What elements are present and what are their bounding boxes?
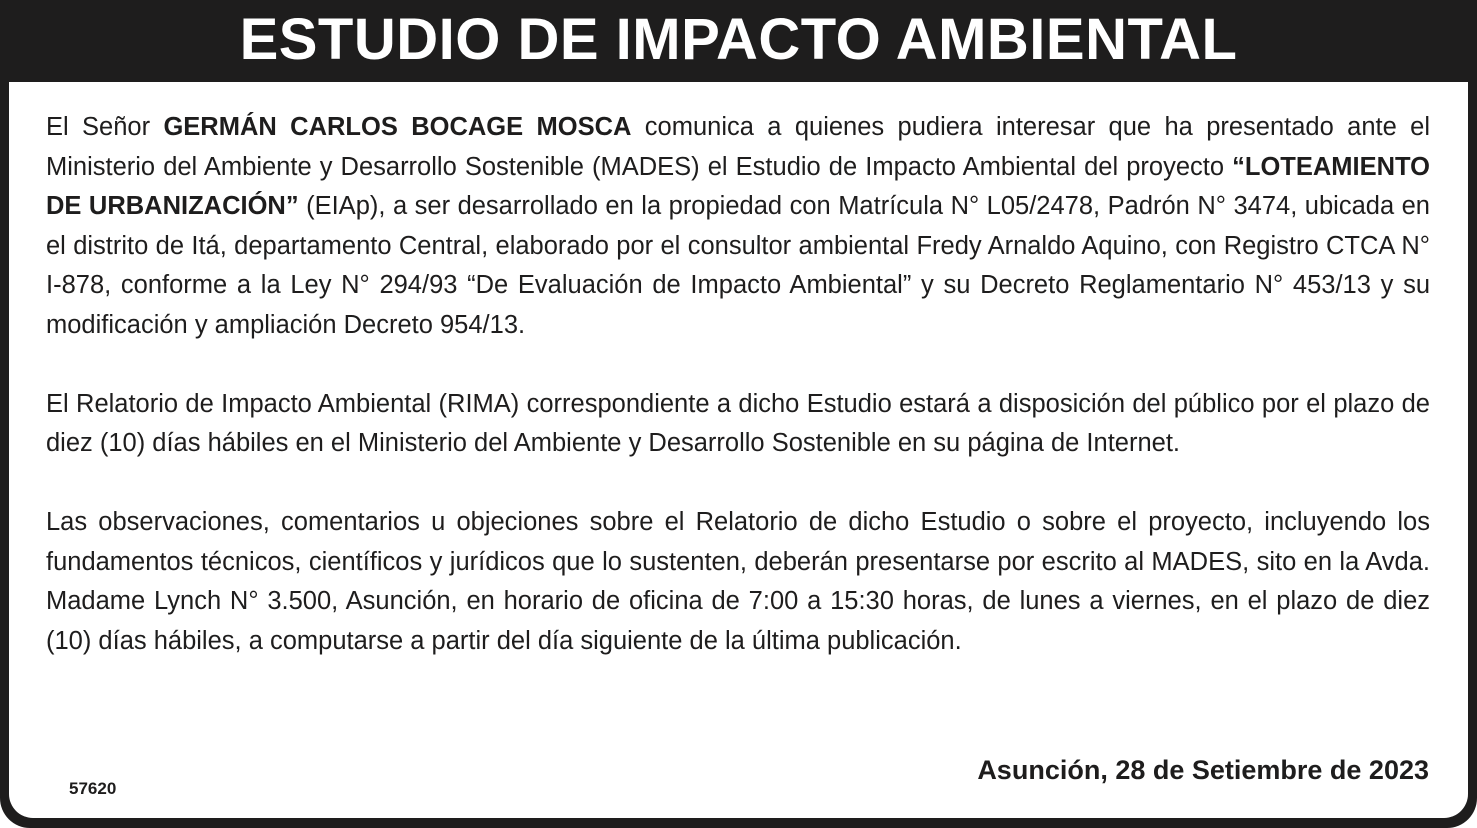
paragraph-rima: El Relatorio de Impacto Ambiental (RIMA) correspondiente a dicho Estudio estará a disposición del público por el plazo de diez (10) días hábiles en el Ministerio del Ambiente y Desarrollo Sostenible en su página de Internet.	[46, 389, 1430, 457]
project-name: “LOTEAMIENTO DE URBANIZACIÓN”	[46, 152, 1430, 220]
paragraph-observations: Las observaciones, comentarios u objeciones sobre el Relatorio de dicho Estudio o sobre el proyecto, incluyendo los fundamentos técnicos, científicos y jurídicos que lo sustenten, deberán presentarse por escrito al MADES, sito en la Avda. Madame Lynch N° 3.500, Asunción, en horario de oficina de 7:00 a 15:30 horas, de lunes a viernes, en el plazo de diez (10) días hábiles, a computarse a partir del día siguiente de la última publicación.	[46, 508, 1430, 655]
publication-date: Asunción, 28 de Setiembre de 2023	[977, 755, 1429, 785]
ad-code: 57620	[69, 779, 117, 798]
notice-text	[46, 108, 1430, 661]
proponent-name: GERMÁN CARLOS BOCAGE MOSCA	[163, 113, 632, 141]
announcement-intro: El Señor	[46, 113, 164, 141]
announcement-rest: (EIAp), a ser desarrollado en la propiedad con Matrícula N° L05/2478, Padrón N° 3474, ubicada en el distrito de Itá, departamento Central, elaborado por el consultor ambiental Fredy Arnaldo Aquino, con Registro CTCA N° I-878, conforme a la Ley N° 294/93 “De Evaluación de Impacto Ambiental” y su Decreto Reglamentario N° 453/13 y su modificación y ampliación Decreto 954/13.	[46, 192, 1430, 339]
announcement-mid: comunica a quienes pudiera interesar que ha presentado ante el Ministerio del Ambiente y Desarrollo Sostenible (MADES) el Estudio de Impacto Ambiental del proyecto	[46, 113, 1431, 181]
notice-title: ESTUDIO DE IMPACTO AMBIENTAL	[239, 7, 1238, 72]
paragraph-announcement	[46, 108, 1430, 345]
notice-body-panel	[9, 82, 1468, 818]
